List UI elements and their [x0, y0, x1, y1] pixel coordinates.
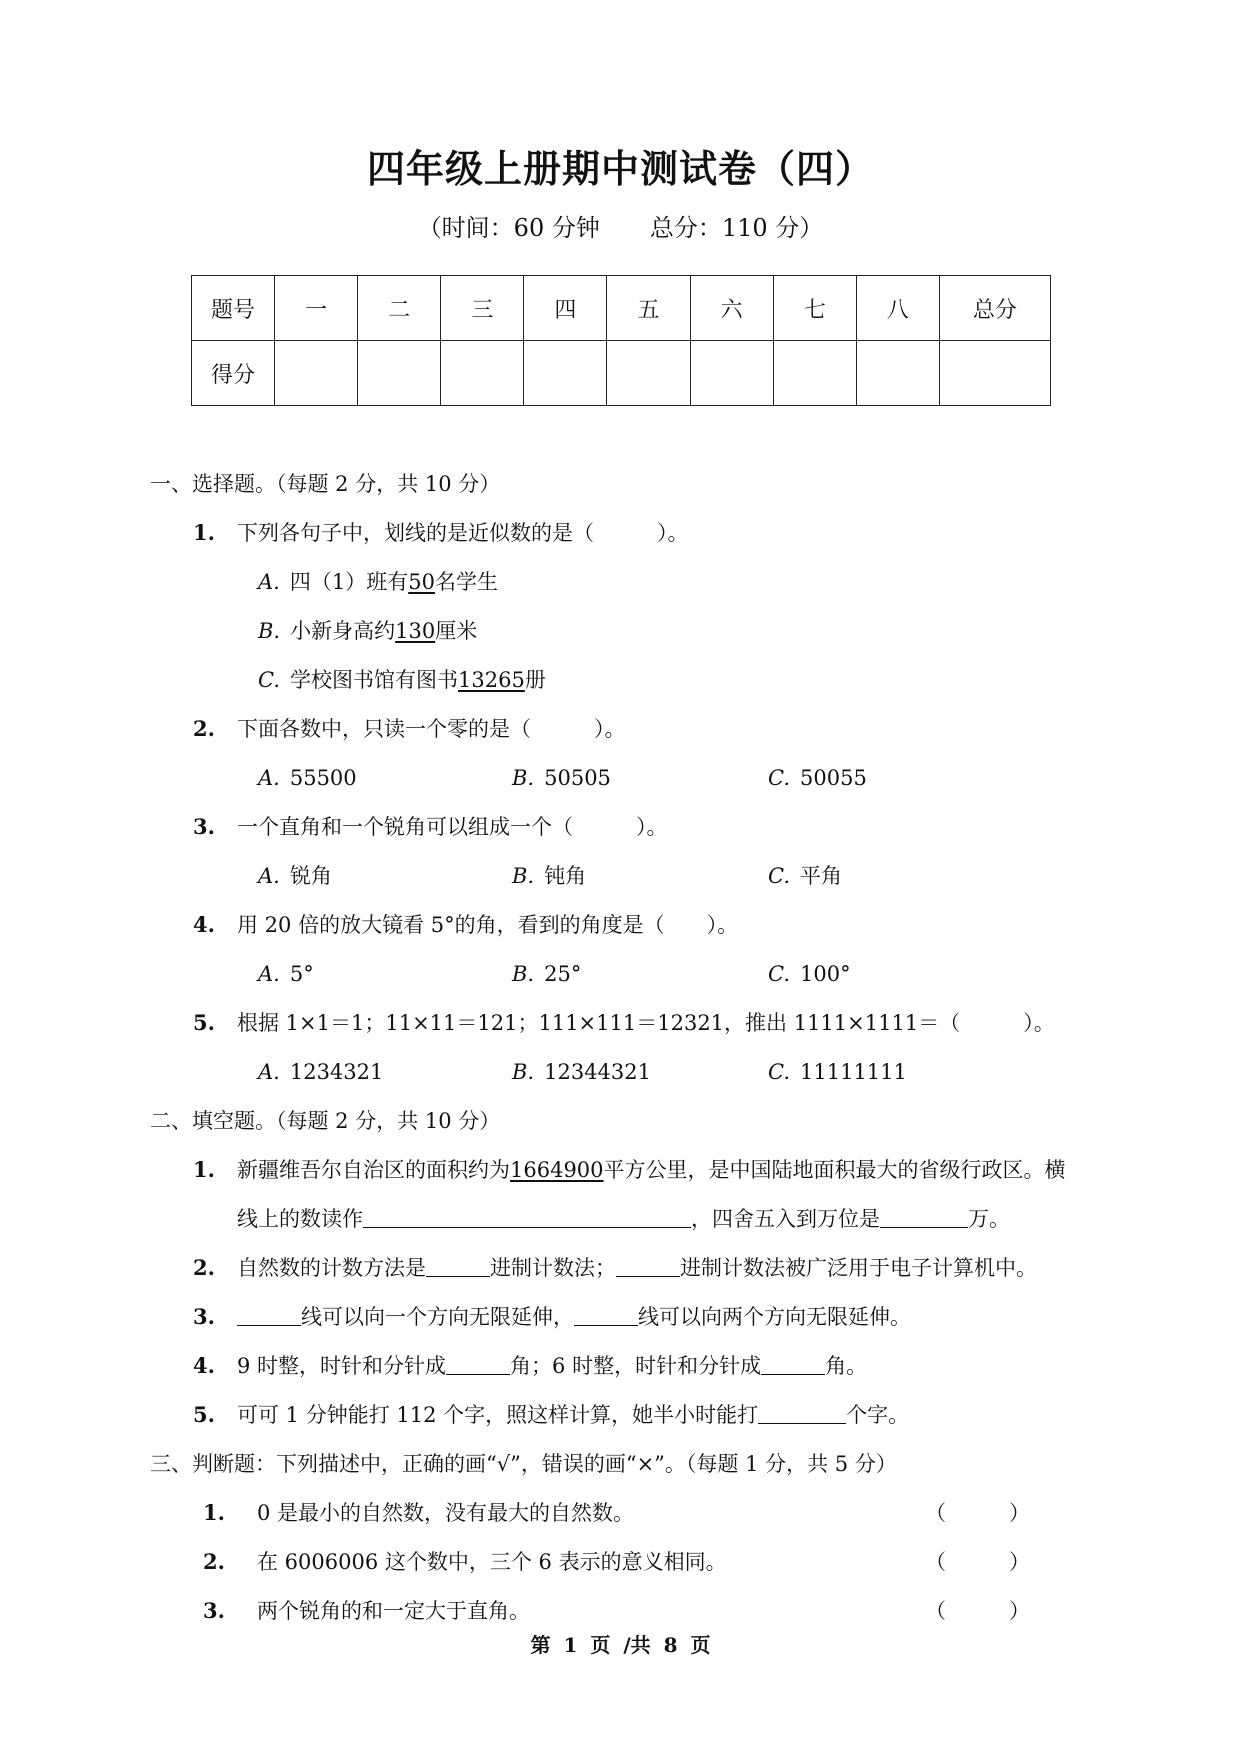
score-cell[interactable] — [358, 341, 441, 406]
question-text: 线可以向一个方向无限延伸， — [301, 1305, 574, 1329]
option[interactable] — [512, 861, 586, 891]
score-table-header-cell: 三 — [441, 276, 524, 341]
score-cell[interactable] — [524, 341, 607, 406]
option-text: 四（1）班有 — [289, 570, 409, 594]
page-footer: 第 1 页 /共 8 页 — [530, 1633, 711, 1657]
question-text: 角；6 时整，时针和分针成 — [510, 1354, 762, 1378]
option[interactable] — [768, 959, 851, 989]
score-table-header-cell: 五 — [607, 276, 690, 341]
score-cell[interactable] — [939, 341, 1050, 406]
question-text: 可可 1 分钟能打 112 个字，照这样计算，她半小时能打 — [237, 1403, 759, 1427]
question-number: 5. — [193, 1010, 215, 1035]
answer-parentheses[interactable]: （ ） — [925, 1501, 1030, 1525]
question-text: 一个直角和一个锐角可以组成一个（ ）。 — [237, 815, 668, 839]
option[interactable] — [258, 1057, 383, 1087]
score-cell[interactable] — [690, 341, 773, 406]
answer-blank[interactable] — [758, 1401, 846, 1424]
option-letter: B. — [512, 962, 535, 986]
option[interactable] — [258, 616, 477, 646]
question-text: 个字。 — [846, 1403, 910, 1427]
option-text: 学校图书馆有图书 — [290, 668, 458, 692]
option-letter: A. — [258, 864, 280, 888]
score-table-header-cell: 四 — [524, 276, 607, 341]
option-text: 12344321 — [544, 1060, 651, 1084]
score-cell[interactable] — [441, 341, 524, 406]
question-number: 2. — [193, 716, 215, 741]
answer-blank[interactable] — [363, 1205, 691, 1228]
total-score: 总分：110 分） — [649, 214, 824, 242]
option[interactable] — [512, 1057, 651, 1087]
question — [193, 1008, 1055, 1038]
question-text: 在 6006006 这个数中，三个 6 表示的意义相同。 — [257, 1550, 727, 1574]
option[interactable] — [258, 567, 498, 597]
score-table-header-row — [192, 276, 1051, 341]
option-letter: C. — [768, 766, 790, 790]
question-number: 3. — [203, 1598, 225, 1623]
option-letter: B. — [258, 619, 281, 643]
answer-blank[interactable] — [446, 1352, 510, 1375]
option-text: 5° — [289, 962, 314, 986]
answer-blank[interactable] — [616, 1254, 680, 1277]
question — [193, 910, 738, 940]
question-text: 用 20 倍的放大镜看 5°的角，看到的角度是（ ）。 — [237, 913, 739, 937]
section-heading: 一、选择题。（每题 2 分，共 10 分） — [150, 472, 501, 496]
option-text: 册 — [524, 668, 546, 692]
option-letter: C. — [768, 864, 790, 888]
score-table-header-cell: 一 — [275, 276, 358, 341]
answer-blank[interactable] — [761, 1352, 825, 1375]
option[interactable] — [768, 763, 867, 793]
score-cell[interactable] — [607, 341, 690, 406]
answer-blank[interactable] — [574, 1303, 638, 1326]
option-letter: B. — [512, 864, 535, 888]
option-text: 50505 — [544, 766, 611, 790]
option-text: 钝角 — [544, 864, 587, 888]
question-text: 自然数的计数方法是 — [237, 1256, 426, 1280]
question-number: 1. — [193, 520, 215, 545]
question-text: 线可以向两个方向无限延伸。 — [638, 1305, 911, 1329]
question-text: 角。 — [825, 1354, 868, 1378]
question-number: 5. — [193, 1402, 215, 1427]
answer-parentheses[interactable]: （ ） — [925, 1550, 1030, 1574]
option-text: 名学生 — [434, 570, 498, 594]
question — [193, 1351, 867, 1381]
question-number: 3. — [193, 1304, 215, 1329]
option[interactable] — [258, 665, 546, 695]
answer-blank[interactable] — [880, 1205, 968, 1228]
option[interactable] — [512, 763, 611, 793]
question-continuation — [237, 1204, 1010, 1234]
option[interactable] — [768, 861, 842, 891]
question-number: 4. — [193, 1353, 215, 1378]
question — [193, 1253, 1037, 1283]
question — [193, 1400, 909, 1430]
option-letter: C. — [768, 1060, 790, 1084]
option-text: 锐角 — [289, 864, 332, 888]
score-table-header-cell: 题号 — [192, 276, 275, 341]
question-number: 1. — [193, 1157, 215, 1182]
score-table-header-cell: 八 — [856, 276, 939, 341]
time-limit: （时间：60 分钟 — [417, 214, 600, 242]
option[interactable] — [768, 1057, 907, 1087]
question-text: 万。 — [968, 1207, 1010, 1231]
score-table-header-cell: 二 — [358, 276, 441, 341]
question — [193, 1302, 911, 1332]
question — [203, 1547, 727, 1577]
page-title: 四年级上册期中测试卷（四） — [366, 147, 874, 191]
section-heading: 三、判断题：下列描述中，正确的画“√”，错误的画“×”。（每题 1 分，共 5 分） — [150, 1452, 897, 1476]
option[interactable] — [258, 861, 332, 891]
option-text: 平角 — [800, 864, 842, 888]
option-text: 50055 — [800, 766, 867, 790]
option-text: 1234321 — [289, 1060, 384, 1084]
question-text: 9 时整，时针和分针成 — [237, 1354, 447, 1378]
score-cell[interactable] — [856, 341, 939, 406]
answer-blank[interactable] — [426, 1254, 490, 1277]
score-cell[interactable] — [275, 341, 358, 406]
question — [193, 1155, 1066, 1185]
option-letter: A. — [258, 570, 280, 594]
option-letter: C. — [258, 668, 280, 692]
question-text: 下面各数中，只读一个零的是（ ）。 — [237, 717, 626, 741]
question — [193, 812, 668, 842]
score-table — [191, 275, 1051, 406]
option[interactable] — [258, 763, 357, 793]
question-text: 进制计数法被广泛用于电子计算机中。 — [680, 1256, 1037, 1280]
option-text: 100° — [800, 962, 851, 986]
option-letter: B. — [512, 766, 535, 790]
question-text: 两个锐角的和一定大于直角。 — [257, 1599, 530, 1623]
option[interactable] — [512, 959, 581, 989]
option-letter: A. — [258, 962, 280, 986]
question-number: 1. — [203, 1500, 225, 1525]
answer-parentheses[interactable]: （ ） — [925, 1599, 1030, 1623]
score-table-row-label: 得分 — [192, 341, 275, 406]
question-text: 新疆维吾尔自治区的面积约为 — [237, 1158, 510, 1182]
option-text: 厘米 — [435, 619, 478, 643]
question-text: 线上的数读作 — [237, 1207, 363, 1231]
underlined-number: 1664900 — [510, 1158, 604, 1182]
question-number: 4. — [193, 912, 215, 937]
question-number: 3. — [193, 814, 215, 839]
question — [193, 518, 689, 548]
option-text: 小新身高约 — [290, 619, 396, 643]
question-text: 根据 1×1＝1；11×11＝121；111×111＝12321，推出 1111×1111＝（ ）。 — [237, 1011, 1055, 1035]
option[interactable] — [258, 959, 314, 989]
question-text: 下列各句子中，划线的是近似数的是（ ）。 — [237, 521, 689, 545]
question-number: 2. — [193, 1255, 215, 1280]
option-text: 25° — [544, 962, 582, 986]
underlined-number: 13265 — [458, 668, 525, 692]
score-table-header-cell: 七 — [773, 276, 856, 341]
answer-blank[interactable] — [237, 1303, 301, 1326]
option-letter: B. — [512, 1060, 535, 1084]
question — [193, 714, 626, 744]
section-heading: 二、填空题。（每题 2 分，共 10 分） — [150, 1109, 501, 1133]
question — [203, 1596, 530, 1626]
option-letter: C. — [768, 962, 790, 986]
option-letter: A. — [258, 1060, 280, 1084]
score-table-score-row — [192, 341, 1051, 406]
underlined-number: 130 — [395, 619, 436, 643]
question-text: ，四舍五入到万位是 — [691, 1207, 880, 1231]
question-text: 平方公里，是中国陆地面积最大的省级行政区。横 — [603, 1158, 1066, 1182]
question-text: 0 是最小的自然数，没有最大的自然数。 — [257, 1501, 635, 1525]
question-text: 进制计数法； — [490, 1256, 616, 1280]
score-cell[interactable] — [773, 341, 856, 406]
question — [203, 1498, 634, 1528]
option-text: 55500 — [289, 766, 357, 790]
option-letter: A. — [258, 766, 280, 790]
score-table-header-cell: 总分 — [939, 276, 1050, 341]
exam-subtitle — [0, 208, 1241, 243]
underlined-number: 50 — [408, 570, 435, 594]
option-text: 11111111 — [800, 1060, 907, 1084]
score-table-header-cell: 六 — [690, 276, 773, 341]
question-number: 2. — [203, 1549, 225, 1574]
